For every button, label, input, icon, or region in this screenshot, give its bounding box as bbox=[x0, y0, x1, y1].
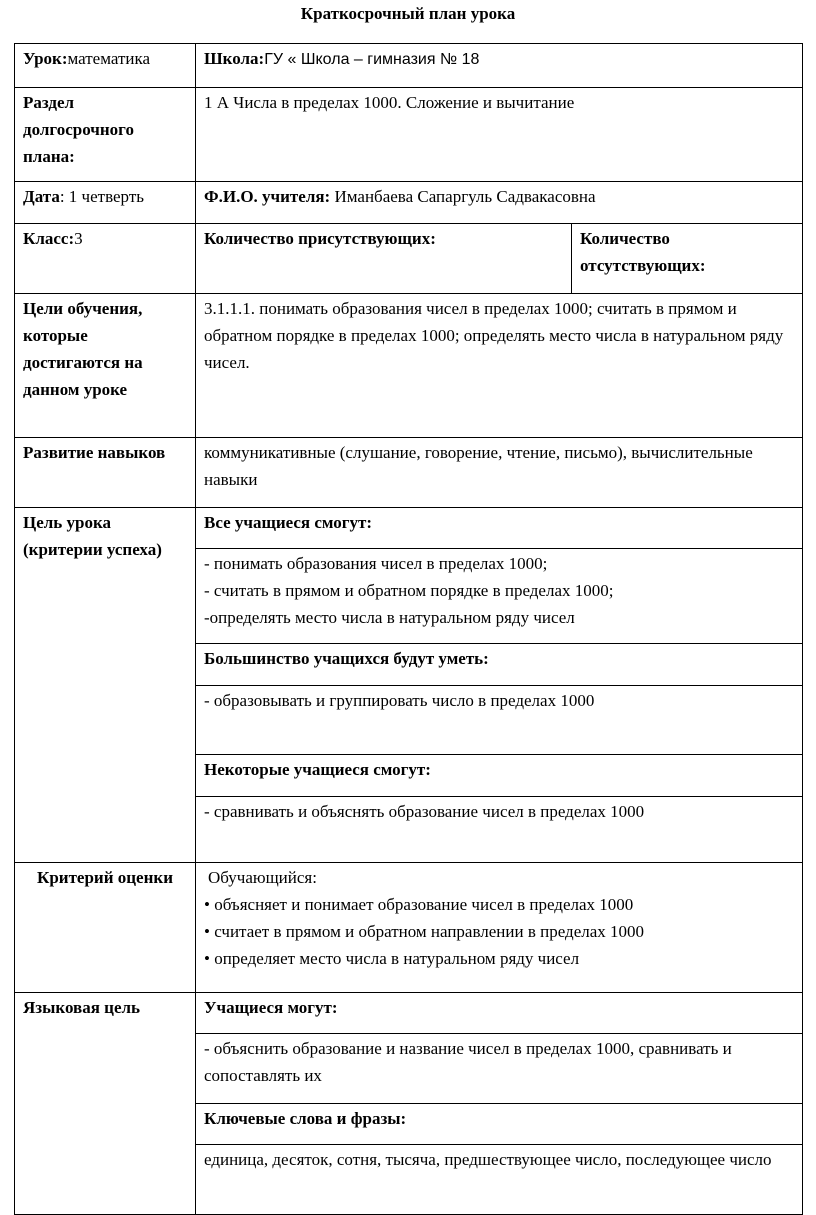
language-item: - объяснить образование и название чисел в пределах 1000, сравнивать и сопоставлять их bbox=[204, 1039, 732, 1085]
school-label: Школа: bbox=[204, 49, 265, 68]
assessment-intro: Обучающийся: bbox=[208, 868, 317, 887]
lesson-goal-label: Цель урока (критерии успеха) bbox=[15, 508, 196, 863]
lesson-cell bbox=[15, 44, 196, 88]
assessment-item: • считает в прямом и обратном направлении в пределах 1000 bbox=[204, 922, 645, 941]
assessment-item: • объясняет и понимает образование чисел в пределах 1000 bbox=[204, 895, 634, 914]
all-item: - понимать образования чисел в пределах 1000; bbox=[204, 554, 548, 573]
language-items bbox=[196, 1034, 803, 1104]
all-items bbox=[196, 549, 803, 644]
all-item: -определять место числа в натуральном ряду чисел bbox=[204, 608, 575, 627]
class-label: Класс: bbox=[23, 229, 75, 248]
teacher-label: Ф.И.О. учителя: bbox=[204, 187, 331, 206]
row-skills bbox=[15, 438, 803, 508]
most-heading: Большинство учащихся будут уметь: bbox=[196, 644, 803, 686]
assessment-item: • определяет место числа в натуральном ряду чисел bbox=[204, 949, 580, 968]
row-lesson bbox=[15, 44, 803, 88]
date-label: Дата bbox=[23, 187, 60, 206]
most-items bbox=[196, 686, 803, 755]
goals-value: 3.1.1.1. понимать образования чисел в пределах 1000; считать в прямом и обратном порядке в пределах 1000; определять место числа в натуральном ряду чисел. bbox=[196, 294, 803, 438]
class-cell bbox=[15, 224, 196, 294]
keywords bbox=[196, 1145, 803, 1215]
all-item: - считать в прямом и обратном порядке в пределах 1000; bbox=[204, 581, 614, 600]
row-assessment bbox=[15, 863, 803, 993]
section-label: Раздел долгосрочного плана: bbox=[15, 88, 196, 182]
all-heading: Все учащиеся смогут: bbox=[196, 508, 803, 549]
assessment-label: Критерий оценки bbox=[15, 863, 196, 993]
some-heading: Некоторые учащиеся смогут: bbox=[196, 755, 803, 797]
goals-label: Цели обучения, которые достигаются на данном уроке bbox=[15, 294, 196, 438]
row-language-heading bbox=[15, 993, 803, 1034]
keywords-heading: Ключевые слова и фразы: bbox=[196, 1104, 803, 1145]
date-value: : 1 четверть bbox=[59, 187, 145, 206]
some-item: - сравнивать и объяснять образование чисел в пределах 1000 bbox=[204, 802, 645, 821]
lesson-label: Урок: bbox=[23, 49, 68, 68]
document-title: Краткосрочный план урока bbox=[300, 4, 516, 23]
row-class bbox=[15, 224, 803, 294]
keywords-item: единица, десяток, сотня, тысяча, предшествующее число, последующее число bbox=[204, 1150, 772, 1169]
teacher-cell bbox=[196, 182, 803, 224]
row-date bbox=[15, 182, 803, 224]
row-section bbox=[15, 88, 803, 182]
skills-value: коммуникативные (слушание, говорение, чтение, письмо), вычислительные навыки bbox=[196, 438, 803, 508]
class-value: 3 bbox=[74, 229, 83, 248]
present-label: Количество присутствующих: bbox=[196, 224, 572, 294]
lesson-plan-table bbox=[14, 43, 803, 1215]
absent-label: Количество отсутствующих: bbox=[572, 224, 803, 294]
row-lesson-goal-all-heading bbox=[15, 508, 803, 549]
date-cell bbox=[15, 182, 196, 224]
some-items bbox=[196, 797, 803, 863]
language-label: Языковая цель bbox=[15, 993, 196, 1215]
skills-label: Развитие навыков bbox=[15, 438, 196, 508]
section-value: 1 А Числа в пределах 1000. Сложение и вычитание bbox=[196, 88, 803, 182]
lesson-value: математика bbox=[67, 49, 151, 68]
teacher-value: Иманбаева Сапаргуль Садвакасовна bbox=[330, 187, 596, 206]
most-item: - образовывать и группировать число в пределах 1000 bbox=[204, 691, 595, 710]
assessment-content bbox=[196, 863, 803, 993]
school-value: ГУ « Школа – гимназия № 18 bbox=[264, 51, 480, 68]
language-heading: Учащиеся могут: bbox=[196, 993, 803, 1034]
school-cell bbox=[196, 44, 803, 88]
row-goals bbox=[15, 294, 803, 438]
